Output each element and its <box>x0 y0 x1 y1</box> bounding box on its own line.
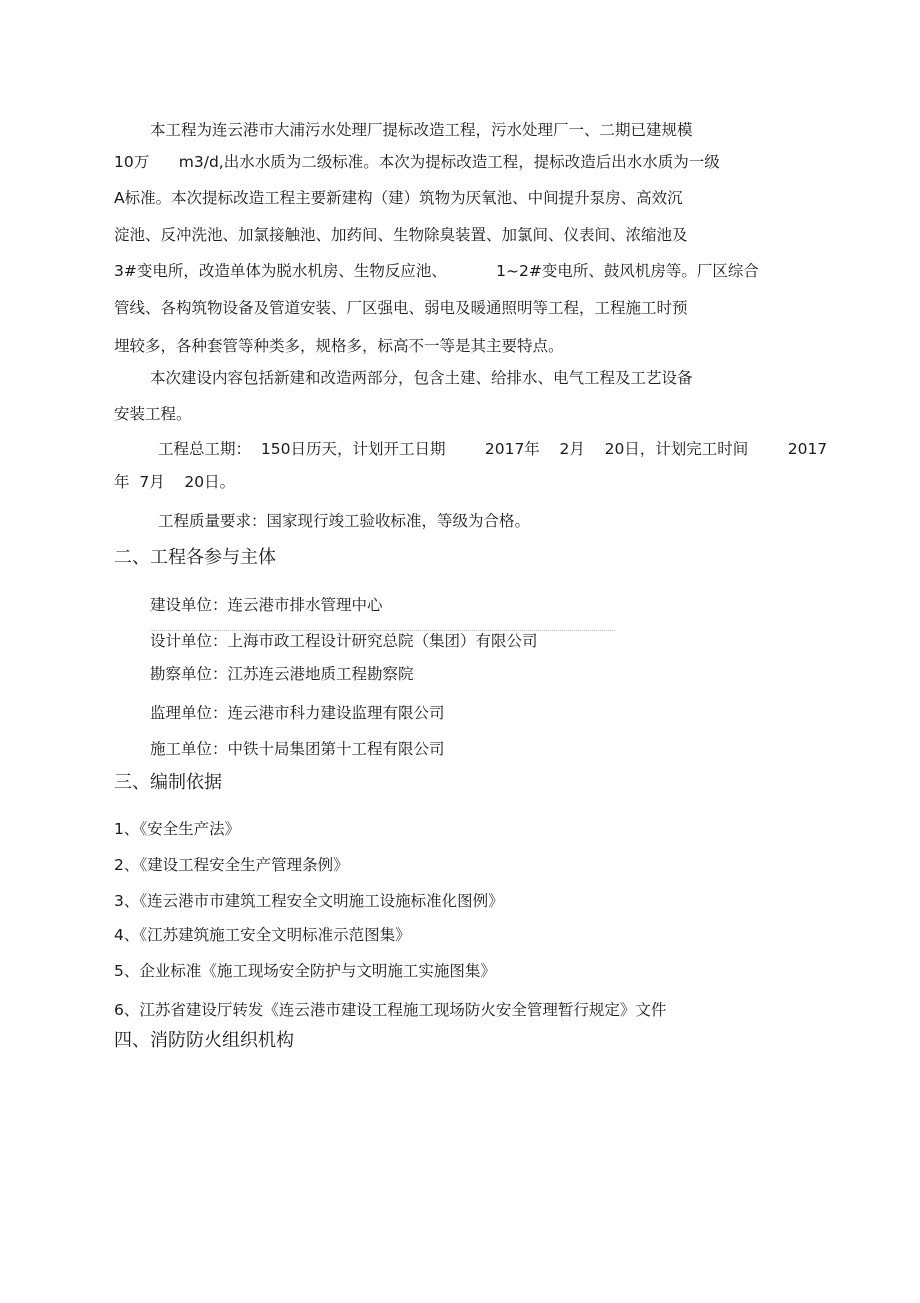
overview-line-1: 本工程为连云港市大浦污水处理厂提标改造工程，污水处理厂一、二期已建规模 <box>150 121 693 139</box>
party-supervision: 监理单位：连云港市科力建设监理有限公司 <box>150 704 445 722</box>
overview-line-6: 管线、各构筑物设备及管道安装、厂区强电、弱电及暖通照明等工程，工程施工时预 <box>114 299 688 317</box>
party-survey: 勘察单位：江苏连云港地质工程勘察院 <box>150 665 414 683</box>
overview-line-3: A标准。本次提标改造工程主要新建构（建）筑物为厌氧池、中间提升泵房、高效沉 <box>114 189 683 207</box>
overview-line-2: 10万 m3/d,出水水质为二级标准。本次为提标改造工程，提标改造后出水水质为一级 <box>114 153 720 171</box>
basis-item-1: 1、《安全生产法》 <box>114 820 241 838</box>
basis-item-2: 2、《建设工程安全生产管理条例》 <box>114 856 349 874</box>
duration-line: 工程总工期： 150日历天，计划开工日期 2017年 2月 20日，计划完工时间 2017 <box>158 440 828 458</box>
party-design: 设计单位：上海市政工程设计研究总院（集团）有限公司 <box>150 632 538 650</box>
party-construction: 建设单位：连云港市排水管理中心 <box>150 596 383 614</box>
overview-line-4: 淀池、反冲洗池、加氯接触池、加药间、生物除臭装置、加氯间、仪表间、浓缩池及 <box>114 226 688 244</box>
party-contractor: 施工单位：中铁十局集团第十工程有限公司 <box>150 740 445 758</box>
overview-line-8: 本次建设内容包括新建和改造两部分，包含土建、给排水、电气工程及工艺设备 <box>150 369 693 387</box>
duration-line-cont: 年 7月 20日。 <box>114 473 236 491</box>
quality-line: 工程质量要求：国家现行竣工验收标准，等级为合格。 <box>158 512 531 530</box>
basis-item-4: 4、《江苏建筑施工安全文明标准示范图集》 <box>114 926 411 944</box>
overview-line-7: 埋较多，各种套管等种类多，规格多，标高不一等是其主要特点。 <box>114 337 564 355</box>
section-3-title: 三、编制依据 <box>114 772 222 793</box>
overview-line-5: 3#变电所，改造单体为脱水机房、生物反应池、 1~2#变电所、鼓风机房等。厂区综合 <box>114 262 759 280</box>
overview-line-9: 安装工程。 <box>114 405 192 423</box>
basis-item-5: 5、企业标准《施工现场安全防护与文明施工实施图集》 <box>114 962 496 980</box>
basis-item-6: 6、江苏省建设厅转发《连云港市建设工程施工现场防火安全管理暂行规定》文件 <box>114 1001 667 1019</box>
basis-item-3: 3、《连云港市市建筑工程安全文明施工设施标准化图例》 <box>114 892 504 910</box>
section-4-title: 四、消防防火组织机构 <box>114 1030 294 1051</box>
section-2-title: 二、工程各参与主体 <box>114 547 276 568</box>
